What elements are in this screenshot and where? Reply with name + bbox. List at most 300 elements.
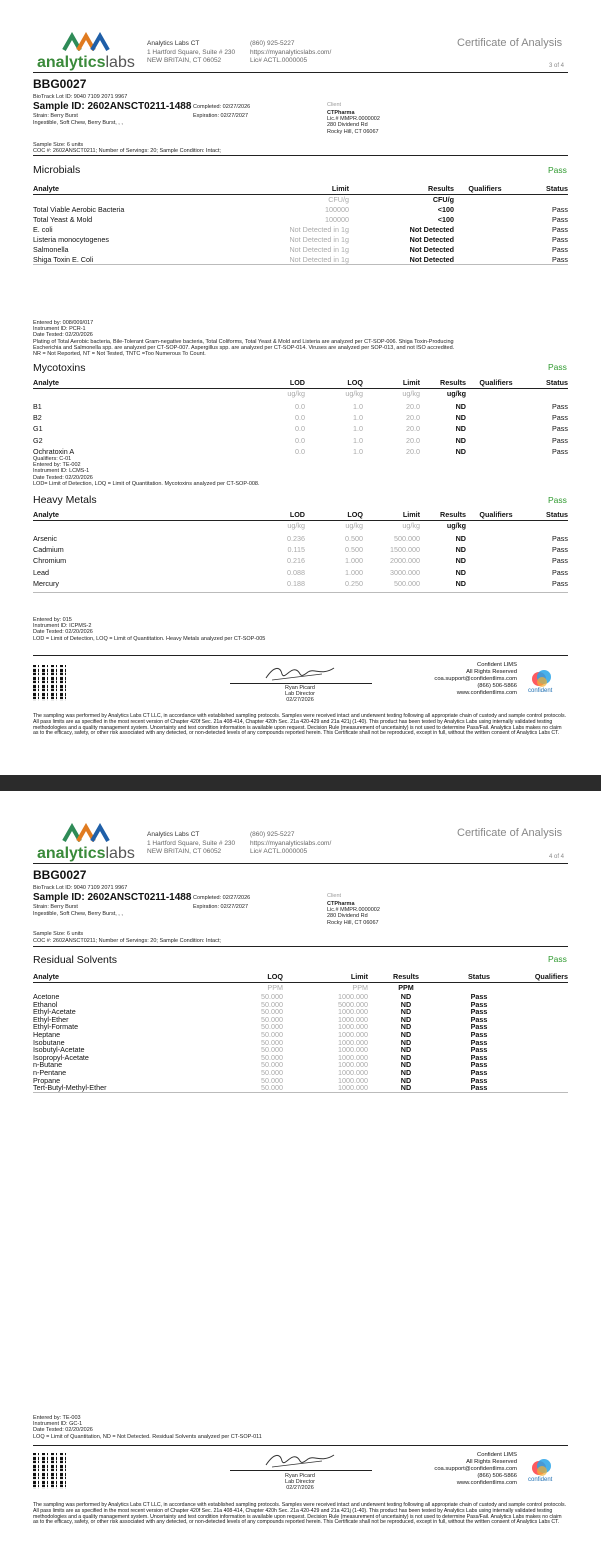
- unit-cell: [526, 521, 568, 532]
- table-cell: Not Detected in 1g: [289, 225, 349, 234]
- table-row: [33, 435, 568, 446]
- client-label: Client: [327, 102, 342, 108]
- table-cell: 1000.000: [338, 992, 368, 1001]
- table-cell: 0.0: [295, 402, 305, 411]
- unit-cell: ug/kg: [402, 389, 420, 398]
- table-cell: Ethyl-Formate: [33, 1022, 79, 1032]
- table-row: [33, 401, 568, 412]
- microbials-table: [33, 184, 568, 265]
- brand-name: analyticslabs: [37, 54, 135, 71]
- table-row: [33, 235, 568, 245]
- column-header: Status: [526, 510, 568, 521]
- column-header: Analyte: [33, 184, 233, 195]
- table-cell: 0.0: [295, 435, 305, 445]
- confident-brand: confident: [528, 688, 553, 694]
- unit-cell: ug/kg: [446, 389, 466, 398]
- page-number: 3 of 4: [549, 63, 565, 69]
- signer-block: Ryan Picard Lab Director 02/27/2026: [285, 685, 315, 704]
- table-cell: Pass: [470, 999, 488, 1009]
- table-cell: 1500.000: [390, 545, 420, 555]
- table-cell: 1.0: [353, 435, 363, 445]
- table-cell: Isobutane: [33, 1037, 65, 1047]
- table-cell: 1.0: [353, 402, 363, 411]
- table-cell: 50.000: [261, 1037, 283, 1047]
- biotrack-id: BioTrack Lot ID: 9040 7109 2071 9967: [33, 94, 128, 100]
- heavy-metals-status: Pass: [548, 495, 567, 505]
- units-row: [33, 521, 568, 532]
- table-cell: Chromium: [33, 556, 67, 566]
- client-label: Client: [327, 893, 342, 899]
- table-cell: Propane: [33, 1075, 61, 1085]
- table-cell: ND: [400, 1022, 412, 1032]
- table-cell: ND: [400, 1029, 412, 1039]
- table-cell: 3000.000: [390, 567, 420, 577]
- note-line: Entered by: 008/009/017: [33, 320, 94, 326]
- qr-code-icon[interactable]: [33, 1453, 69, 1489]
- table-cell: Pass: [470, 1083, 488, 1093]
- column-header: Limit: [363, 510, 420, 521]
- table-cell: 500.000: [394, 534, 420, 543]
- disclaimer: The sampling was performed by Analytics Labs CT LLC, in accordance with established sampling protocols. Samples were received intact and underwent testing following all appropriate chain of custody and sample control protocols. All pass limits are as specified in the most recent version of Chapter 420f Sec. 21a 408-414, Chapter 420h Sec. 21a 420-429 and 21a 421j (1-40). This product has been tested by Analytics Labs using internally validated testing methodologies and a quality management system. Uncertainty and test condition information is available upon request. Decision Rule (measurement of uncertainty) is not used to determine Pass/Fail. Analytics Labs makes no claim as to the efficacy, safety, or other risk associated with any detected, or non-detected levels of any compounds reported herein. This Certificate shall not be reproduced, except in full, without the written consent of Analytics Labs CT.: [33, 713, 567, 737]
- column-header: Analyte: [33, 378, 247, 389]
- lab-address: Analytics Labs CT 1 Hartford Square, Suite # 230 NEW BRITAIN, CT 06052: [147, 40, 236, 64]
- table-cell: [514, 1054, 568, 1062]
- residual-solvents-table: [33, 972, 568, 1092]
- note-line: Instrument ID: GC-1: [33, 1421, 83, 1428]
- mycotoxins-status: Pass: [548, 362, 567, 372]
- table-cell: 1.000: [345, 567, 363, 577]
- note-line: Plating of Total Aerobic bacteria, Bile-Tolerant Gram-negative bacteria, Total Coliforms, Total Yeast & Mold and Listeria are analyzed per CT-SOP-006. Shiga Toxin-Producing: [33, 338, 454, 345]
- unit-cell: PPM: [352, 983, 368, 992]
- microbials-notes: [33, 320, 568, 357]
- table-cell: Pass: [552, 567, 568, 577]
- table-cell: Pass: [470, 1029, 488, 1039]
- table-cell: Pass: [470, 1022, 488, 1032]
- table-cell: Pass: [552, 205, 568, 214]
- note-line: Entered by: TE-003: [33, 1415, 81, 1421]
- residual-solvents-notes: [33, 1415, 568, 1440]
- sample-divider: [33, 155, 568, 156]
- table-cell: Not Detected: [409, 235, 454, 244]
- table-cell: ND: [400, 992, 412, 1001]
- table-row: [33, 1054, 568, 1062]
- signature-line: [230, 1470, 372, 1471]
- client-block: CTPharma Lic.# MMPR.0000002 280 Dividend Rd Rocky Hill, CT 06067: [327, 901, 380, 926]
- table-cell: ND: [400, 1060, 412, 1070]
- table-cell: [466, 423, 526, 434]
- table-cell: Not Detected in 1g: [289, 245, 349, 254]
- coa-page-3: [0, 0, 601, 775]
- unit-cell: CFU/g: [328, 195, 349, 204]
- table-cell: 50.000: [261, 1029, 283, 1039]
- table-cell: ND: [455, 435, 466, 445]
- table-cell: Pass: [470, 1037, 488, 1047]
- unit-cell: [514, 983, 568, 994]
- table-header-row: [33, 972, 568, 983]
- table-header-row: [33, 510, 568, 521]
- table-cell: Pass: [470, 1060, 488, 1070]
- table-cell: 20.0: [406, 435, 420, 445]
- note-line: LOD= Limit of Detection, LOQ = Limit of Quantitation. Mycotoxins analyzed per CT-SOP-008.: [33, 480, 260, 487]
- confident-logo-icon: [530, 1457, 554, 1477]
- unit-cell: [516, 195, 568, 206]
- heavy-metals-table-end: [33, 592, 568, 593]
- table-cell: 50.000: [261, 1007, 283, 1017]
- table-cell: B1: [33, 402, 42, 411]
- table-cell: <100: [437, 215, 454, 224]
- unit-cell: PPM: [398, 983, 414, 992]
- table-row: [33, 412, 568, 423]
- unit-cell: ug/kg: [446, 521, 466, 530]
- table-cell: 50.000: [261, 999, 283, 1009]
- table-cell: ND: [400, 1052, 412, 1062]
- table-row: [33, 1061, 568, 1069]
- table-cell: 50.000: [261, 1022, 283, 1032]
- table-cell: Ethyl-Acetate: [33, 1007, 76, 1017]
- coa-title: Certificate of Analysis: [457, 827, 563, 839]
- table-cell: 0.216: [287, 556, 305, 566]
- sample-id: Sample ID: 2602ANSCT0211-1488: [33, 892, 192, 903]
- table-cell: E. coli: [33, 225, 53, 234]
- table-cell: 0.500: [345, 545, 363, 555]
- table-row: [33, 1084, 568, 1092]
- page-number: 4 of 4: [549, 854, 565, 860]
- note-line: Escherichia and Salmonella spp. are analyzed per CT-SOP-007. Aspergillus spp. are analyzed per CT-SOP-014. Viruses are analyzed per SOP-013, and not ISO accredited.: [33, 344, 455, 351]
- table-row: [33, 205, 568, 215]
- table-cell: 500.000: [394, 578, 420, 588]
- table-row: [33, 1031, 568, 1039]
- units-row: [33, 983, 568, 994]
- column-header: LOQ: [305, 378, 363, 389]
- note-line: Date Tested: 02/20/2026: [33, 474, 93, 481]
- table-cell: [466, 578, 526, 589]
- table-cell: [454, 245, 516, 255]
- note-line: Instrument ID: ICPMS-2: [33, 623, 92, 630]
- table-row: [33, 544, 568, 555]
- table-cell: Pass: [552, 578, 568, 588]
- disclaimer: The sampling was performed by Analytics Labs CT LLC, in accordance with established sampling protocols. Samples were received intact and underwent testing following all appropriate chain of custody and sample control protocols. All pass limits are as specified in the most recent version of Chapter 420f Sec. 21a 408-414, Chapter 420h Sec. 21a 420-429 and 21a 421j (1-40). This product has been tested by Analytics Labs using internally validated testing methodologies and a quality management system. Uncertainty and test condition information is available upon request. Decision Rule (measurement of uncertainty) is not used to determine Pass/Fail. Analytics Labs makes no claim as to the efficacy, safety, or other risk associated with any detected, or non-detected levels of any compounds reported herein. This Certificate shall not be reproduced, except in full, without the written consent of Analytics Labs CT.: [33, 1502, 567, 1526]
- table-cell: 1000.000: [338, 1014, 368, 1024]
- analytics-labs-logo-icon: [62, 823, 110, 843]
- table-cell: 1.0: [353, 424, 363, 434]
- table-cell: Listeria monocytogenes: [33, 235, 109, 244]
- table-cell: [454, 205, 516, 215]
- table-cell: Isobutyl-Acetate: [33, 1045, 85, 1055]
- table-cell: ND: [400, 1083, 412, 1093]
- unit-cell: [454, 195, 516, 206]
- column-header: LOD: [247, 510, 305, 521]
- lab-address: Analytics Labs CT 1 Hartford Square, Suite # 230 NEW BRITAIN, CT 06052: [147, 831, 236, 855]
- column-header: Results: [349, 184, 454, 195]
- table-cell: ND: [455, 567, 466, 577]
- client-block: CTPharma Lic.# MMPR.0000002 280 Dividend Rd Rocky Hill, CT 06067: [327, 110, 380, 135]
- table-cell: 0.236: [287, 534, 305, 543]
- table-row: [33, 567, 568, 578]
- table-cell: Pass: [552, 245, 568, 254]
- table-cell: [514, 1077, 568, 1085]
- table-cell: [454, 225, 516, 235]
- table-cell: 1.0: [353, 446, 363, 456]
- table-row: [33, 1039, 568, 1047]
- column-header: LOQ: [243, 972, 283, 983]
- table-cell: 20.0: [406, 424, 420, 434]
- table-cell: Ethyl-Ether: [33, 1014, 69, 1024]
- table-cell: 1.0: [353, 413, 363, 423]
- column-header: Qualifiers: [514, 972, 568, 983]
- note-line: Date Tested: 02/20/2026: [33, 332, 93, 339]
- table-cell: Tert-Butyl-Methyl-Ether: [33, 1083, 107, 1093]
- table-cell: Pass: [552, 402, 568, 411]
- signature-line: [230, 683, 372, 684]
- table-cell: ND: [455, 556, 466, 566]
- table-cell: ND: [455, 402, 466, 411]
- mycotoxins-notes: [33, 456, 568, 487]
- table-cell: [514, 1001, 568, 1009]
- table-cell: 1000.000: [338, 1067, 368, 1077]
- column-header: Results: [420, 378, 466, 389]
- product-type: Ingestible, Soft Chew, Berry Burst, , ,: [33, 120, 123, 126]
- table-cell: Pass: [470, 1007, 488, 1017]
- table-cell: n-Butane: [33, 1060, 63, 1070]
- expiration-date: Expiration: 02/27/2027: [193, 113, 249, 119]
- residual-solvents-status: Pass: [548, 954, 567, 964]
- table-cell: [514, 1046, 568, 1054]
- table-cell: ND: [400, 1075, 412, 1085]
- qr-code-icon[interactable]: [33, 665, 69, 701]
- table-row: [33, 225, 568, 235]
- heavy-metals-notes: [33, 617, 568, 642]
- table-cell: [514, 1069, 568, 1077]
- table-cell: Not Detected: [409, 255, 454, 264]
- table-cell: [514, 1031, 568, 1039]
- table-row: [33, 1023, 568, 1031]
- table-cell: Pass: [552, 225, 568, 234]
- table-cell: 50.000: [261, 992, 283, 1001]
- note-line: Date Tested: 02/20/2026: [33, 1427, 93, 1434]
- table-cell: 50.000: [261, 1060, 283, 1070]
- lab-contact: (860) 925-5227 https://myanalyticslabs.com/ Lic# ACTL.0000005: [250, 40, 332, 64]
- table-cell: [514, 1016, 568, 1024]
- table-header-row: [33, 184, 568, 195]
- table-cell: Shiga Toxin E. Coli: [33, 255, 94, 264]
- table-cell: ND: [400, 1045, 412, 1055]
- table-cell: Heptane: [33, 1029, 61, 1039]
- table-cell: 0.0: [295, 424, 305, 434]
- units-row: [33, 195, 568, 206]
- table-cell: 5000.000: [338, 999, 368, 1009]
- table-cell: [514, 1008, 568, 1016]
- table-cell: Pass: [552, 215, 568, 224]
- column-header: Analyte: [33, 972, 243, 983]
- table-cell: ND: [400, 1067, 412, 1077]
- table-cell: [466, 555, 526, 566]
- coc-info: COC #: 2602ANSCT0211; Number of Servings: 20; Sample Condition: Intact;: [33, 148, 221, 154]
- table-cell: Not Detected in 1g: [289, 255, 349, 264]
- table-cell: ND: [455, 534, 466, 543]
- table-cell: ND: [455, 446, 466, 456]
- mycotoxins-title: Mycotoxins: [33, 362, 86, 374]
- table-cell: Pass: [552, 534, 568, 543]
- table-cell: Mercury: [33, 578, 59, 588]
- column-header: Results: [368, 972, 444, 983]
- note-line: LOQ = Limit of Quantitation, ND = Not Detected. Residual Solvents analyzed per CT-SOP-011: [33, 1433, 262, 1440]
- column-header: Qualifiers: [466, 378, 526, 389]
- table-row: [33, 1008, 568, 1016]
- table-row: [33, 423, 568, 434]
- column-header: Limit: [283, 972, 368, 983]
- table-cell: 100000: [325, 205, 349, 214]
- note-line: NR = Not Reported, NT = Not Tested, TNTC =Too Numerous To Count.: [33, 351, 206, 358]
- table-cell: [466, 401, 526, 412]
- column-header: Status: [444, 972, 514, 983]
- table-cell: [514, 1084, 568, 1092]
- expiration-date: Expiration: 02/27/2027: [193, 904, 249, 910]
- confident-lims-info: Confident LIMS All Rights Reserved coa.support@confidentlims.com (866) 506-5866 www.confidentlims.com: [434, 662, 517, 696]
- table-cell: Isopropyl-Acetate: [33, 1052, 89, 1062]
- table-row: [33, 1001, 568, 1009]
- table-cell: ND: [400, 1037, 412, 1047]
- signature-icon: [262, 1449, 338, 1471]
- table-cell: <100: [437, 205, 454, 214]
- note-line: Entered by: 015: [33, 617, 72, 623]
- table-cell: 100000: [325, 215, 349, 224]
- sample-divider: [33, 946, 568, 947]
- header-divider: [33, 72, 568, 73]
- note-line: LOD = Limit of Detection, LOQ = Limit of Quantitation. Heavy Metals analyzed per CT-SOP-005: [33, 635, 266, 642]
- table-cell: 1000.000: [338, 1037, 368, 1047]
- unit-cell: [466, 389, 526, 400]
- column-header: Limit: [233, 184, 349, 195]
- table-cell: 1000.000: [338, 1075, 368, 1085]
- microbials-table-end: [33, 264, 568, 265]
- table-cell: ND: [455, 578, 466, 588]
- header-divider: [33, 863, 568, 864]
- table-cell: ND: [455, 424, 466, 434]
- table-cell: Pass: [470, 1045, 488, 1055]
- unit-cell: ug/kg: [345, 521, 363, 530]
- heavy-metals-table: [33, 510, 568, 589]
- table-cell: Pass: [552, 545, 568, 555]
- table-cell: 50.000: [261, 1083, 283, 1093]
- table-cell: 1.000: [345, 556, 363, 566]
- column-header: Qualifiers: [454, 184, 516, 195]
- table-cell: 1000.000: [338, 1022, 368, 1032]
- table-cell: Not Detected in 1g: [289, 235, 349, 244]
- table-row: [33, 578, 568, 589]
- product-type: Ingestible, Soft Chew, Berry Burst, , ,: [33, 911, 123, 917]
- unit-cell: ug/kg: [345, 389, 363, 398]
- column-header: Status: [526, 378, 568, 389]
- table-row: [33, 245, 568, 255]
- sample-id: Sample ID: 2602ANSCT0211-1488: [33, 101, 192, 112]
- footer-divider: [33, 1445, 568, 1446]
- mycotoxins-table: [33, 378, 568, 457]
- table-cell: Total Yeast & Mold: [33, 215, 93, 224]
- note-line: Qualifiers: C-01: [33, 456, 72, 462]
- completed-date: Completed: 02/27/2026: [193, 104, 251, 110]
- table-cell: 50.000: [261, 1067, 283, 1077]
- table-cell: [454, 235, 516, 245]
- table-cell: Pass: [470, 1067, 488, 1077]
- table-cell: Ethanol: [33, 999, 58, 1009]
- column-header: Results: [420, 510, 466, 521]
- sample-size: Sample Size: 6 units: [33, 931, 84, 937]
- sample-name: BBG0027: [33, 77, 87, 91]
- table-cell: [466, 544, 526, 555]
- table-row: [33, 555, 568, 566]
- table-cell: ND: [400, 999, 412, 1009]
- table-cell: 50.000: [261, 1052, 283, 1062]
- table-cell: Pass: [552, 556, 568, 566]
- table-cell: B2: [33, 413, 42, 423]
- table-cell: 0.250: [345, 578, 363, 588]
- table-cell: G1: [33, 424, 43, 434]
- table-row: [33, 1077, 568, 1085]
- table-row: [33, 1016, 568, 1024]
- unit-cell: [526, 389, 568, 400]
- table-cell: 0.188: [287, 578, 305, 588]
- table-row: [33, 215, 568, 225]
- table-cell: 20.0: [406, 413, 420, 423]
- table-cell: n-Pentane: [33, 1067, 67, 1077]
- heavy-metals-title: Heavy Metals: [33, 494, 97, 506]
- column-header: Limit: [363, 378, 420, 389]
- unit-cell: [33, 983, 243, 994]
- note-line: Instrument ID: LCMS-1: [33, 468, 90, 475]
- table-cell: [466, 533, 526, 544]
- table-cell: [514, 1023, 568, 1031]
- unit-cell: ug/kg: [287, 389, 305, 398]
- table-cell: 2000.000: [390, 556, 420, 566]
- biotrack-id: BioTrack Lot ID: 9040 7109 2071 9967: [33, 885, 128, 891]
- table-row: [33, 993, 568, 1001]
- table-cell: Pass: [552, 255, 568, 264]
- table-cell: 1000.000: [338, 1083, 368, 1093]
- strain: Strain: Berry Burst: [33, 904, 78, 910]
- table-cell: [514, 1039, 568, 1047]
- table-cell: [466, 567, 526, 578]
- table-cell: 1000.000: [338, 1052, 368, 1062]
- table-cell: Pass: [552, 424, 568, 434]
- coc-info: COC #: 2602ANSCT0211; Number of Servings: 20; Sample Condition: Intact;: [33, 938, 221, 944]
- unit-cell: ug/kg: [402, 521, 420, 530]
- table-cell: Total Viable Aerobic Bacteria: [33, 205, 125, 214]
- table-cell: Acetone: [33, 992, 60, 1001]
- table-cell: 1000.000: [338, 1029, 368, 1039]
- table-row: [33, 1069, 568, 1077]
- table-cell: 1000.000: [338, 1060, 368, 1070]
- table-cell: Salmonella: [33, 245, 69, 254]
- table-cell: Pass: [552, 235, 568, 244]
- completed-date: Completed: 02/27/2026: [193, 895, 251, 901]
- table-cell: [454, 215, 516, 225]
- table-cell: 1000.000: [338, 1045, 368, 1055]
- microbials-status: Pass: [548, 165, 567, 175]
- residual-solvents-table-end: [33, 1092, 568, 1093]
- residual-solvents-title: Residual Solvents: [33, 954, 118, 966]
- unit-cell: [33, 521, 247, 532]
- table-cell: 20.0: [406, 446, 420, 456]
- page-separator: [0, 775, 601, 791]
- table-cell: Pass: [470, 992, 488, 1001]
- unit-cell: [33, 389, 247, 400]
- column-header: Analyte: [33, 510, 247, 521]
- table-cell: Pass: [470, 1052, 488, 1062]
- unit-cell: [33, 195, 233, 206]
- strain: Strain: Berry Burst: [33, 113, 78, 119]
- table-cell: ND: [400, 1014, 412, 1024]
- footer-divider: [33, 655, 568, 656]
